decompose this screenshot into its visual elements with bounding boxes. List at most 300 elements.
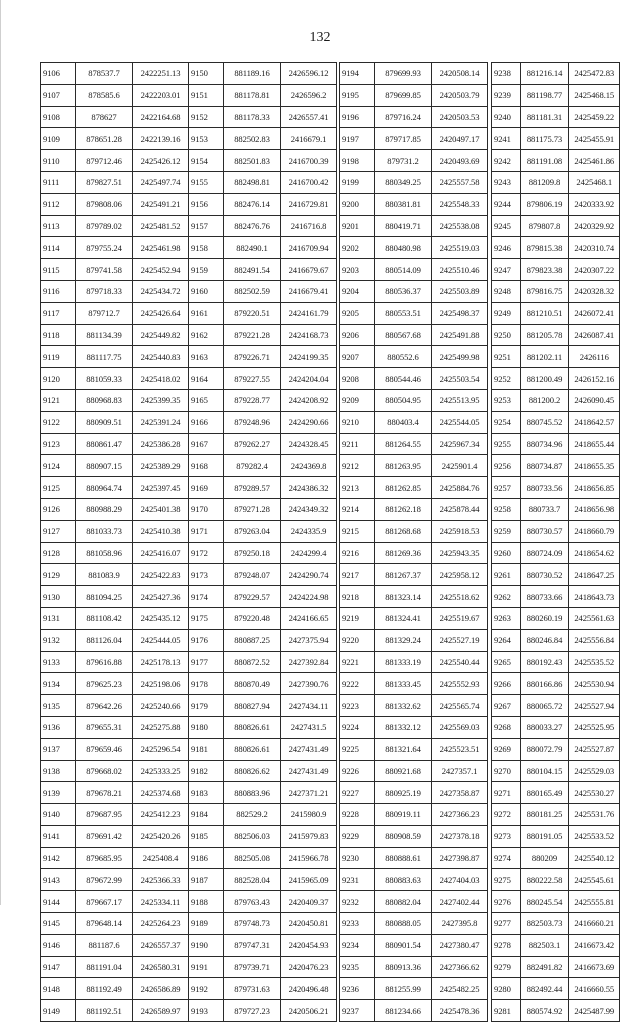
point-number-cell: 9202 <box>340 237 375 259</box>
y-coordinate-cell: 2425545.61 <box>569 869 620 891</box>
point-number-cell: 9207 <box>340 346 375 368</box>
y-coordinate-cell: 2425416.07 <box>133 542 189 564</box>
point-number-cell: 9194 <box>340 63 375 85</box>
x-coordinate-cell: 879827.51 <box>76 171 133 193</box>
y-coordinate-cell: 2425503.89 <box>432 280 488 302</box>
point-number-cell: 9243 <box>492 171 521 193</box>
x-coordinate-cell: 880166.86 <box>520 673 569 695</box>
y-coordinate-cell: 2425449.82 <box>133 324 189 346</box>
point-number-cell: 9260 <box>492 542 521 564</box>
table-row <box>189 913 337 935</box>
y-coordinate-cell: 2416716.8 <box>281 215 337 237</box>
y-coordinate-cell: 2418642.57 <box>569 411 620 433</box>
table-row <box>189 651 337 673</box>
table-row <box>492 150 620 172</box>
table-row <box>189 215 337 237</box>
point-number-cell: 9216 <box>340 542 375 564</box>
point-number-cell: 9203 <box>340 259 375 281</box>
y-coordinate-cell: 2427366.23 <box>432 804 488 826</box>
y-coordinate-cell: 2415979.83 <box>281 825 337 847</box>
x-coordinate-cell: 882476.14 <box>224 193 281 215</box>
table-row <box>41 825 189 847</box>
x-coordinate-cell: 879642.26 <box>76 695 133 717</box>
table-row <box>340 673 488 695</box>
x-coordinate-cell: 880921.68 <box>375 760 432 782</box>
x-coordinate-cell: 882529.2 <box>224 804 281 826</box>
table-row <box>41 716 189 738</box>
x-coordinate-cell: 881264.55 <box>375 433 432 455</box>
y-coordinate-cell: 2425426.64 <box>133 302 189 324</box>
table-row <box>492 673 620 695</box>
table-row <box>492 498 620 520</box>
point-number-cell: 9259 <box>492 520 521 542</box>
table-row <box>189 520 337 542</box>
y-coordinate-cell: 2425461.86 <box>569 150 620 172</box>
table-row <box>189 978 337 1000</box>
y-coordinate-cell: 2424161.79 <box>281 302 337 324</box>
table-row <box>340 193 488 215</box>
table-row <box>492 193 620 215</box>
table-row <box>189 84 337 106</box>
y-coordinate-cell: 2425491.88 <box>432 324 488 346</box>
y-coordinate-cell: 2424208.92 <box>281 389 337 411</box>
table-row <box>41 433 189 455</box>
x-coordinate-cell: 879691.42 <box>76 825 133 847</box>
point-number-cell: 9273 <box>492 825 521 847</box>
point-number-cell: 9191 <box>189 956 224 978</box>
point-number-cell: 9197 <box>340 128 375 150</box>
point-number-cell: 9245 <box>492 215 521 237</box>
point-number-cell: 9257 <box>492 477 521 499</box>
y-coordinate-cell: 2420329.92 <box>569 215 620 237</box>
x-coordinate-cell: 879806.19 <box>520 193 569 215</box>
y-coordinate-cell: 2420328.32 <box>569 280 620 302</box>
x-coordinate-cell: 881332.62 <box>375 695 432 717</box>
y-coordinate-cell: 2425535.52 <box>569 651 620 673</box>
x-coordinate-cell: 881202.11 <box>520 346 569 368</box>
table-row <box>41 259 189 281</box>
y-coordinate-cell: 2426596.12 <box>281 63 337 85</box>
table-row <box>340 302 488 324</box>
table-row <box>492 913 620 935</box>
table-row <box>492 695 620 717</box>
table-row <box>189 302 337 324</box>
point-number-cell: 9187 <box>189 869 224 891</box>
point-number-cell: 9142 <box>41 847 76 869</box>
point-number-cell: 9139 <box>41 782 76 804</box>
point-number-cell: 9196 <box>340 106 375 128</box>
y-coordinate-cell: 2424369.8 <box>281 455 337 477</box>
table-row <box>340 738 488 760</box>
x-coordinate-cell: 879289.57 <box>224 477 281 499</box>
x-coordinate-cell: 879748.73 <box>224 913 281 935</box>
point-number-cell: 9276 <box>492 891 521 913</box>
y-coordinate-cell: 2424328.45 <box>281 433 337 455</box>
x-coordinate-cell: 880887.25 <box>224 629 281 651</box>
y-coordinate-cell: 2422251.13 <box>133 63 189 85</box>
y-coordinate-cell: 2420506.21 <box>281 1000 337 1022</box>
x-coordinate-cell: 880222.58 <box>520 869 569 891</box>
point-number-cell: 9209 <box>340 389 375 411</box>
point-number-cell: 9235 <box>340 956 375 978</box>
x-coordinate-cell: 880480.98 <box>375 237 432 259</box>
y-coordinate-cell: 2425487.99 <box>569 1000 620 1022</box>
x-coordinate-cell: 881187.6 <box>76 934 133 956</box>
y-coordinate-cell: 2424290.74 <box>281 564 337 586</box>
x-coordinate-cell: 878627 <box>76 106 133 128</box>
table-row <box>492 237 620 259</box>
table-row <box>340 215 488 237</box>
y-coordinate-cell: 2425399.35 <box>133 389 189 411</box>
coordinate-table-4 <box>491 62 620 1022</box>
y-coordinate-cell: 2425499.98 <box>432 346 488 368</box>
table-row <box>340 934 488 956</box>
table-row <box>189 673 337 695</box>
y-coordinate-cell: 2427378.18 <box>432 825 488 847</box>
table-row <box>492 760 620 782</box>
x-coordinate-cell: 880919.11 <box>375 804 432 826</box>
table-row <box>189 542 337 564</box>
table-row <box>340 411 488 433</box>
table-row <box>189 498 337 520</box>
table-row <box>492 324 620 346</box>
y-coordinate-cell: 2425918.53 <box>432 520 488 542</box>
point-number-cell: 9173 <box>189 564 224 586</box>
y-coordinate-cell: 2426152.16 <box>569 368 620 390</box>
table-row <box>41 564 189 586</box>
point-number-cell: 9280 <box>492 978 521 1000</box>
table-row <box>41 128 189 150</box>
x-coordinate-cell: 882503.1 <box>520 934 569 956</box>
y-coordinate-cell: 2420503.53 <box>432 106 488 128</box>
table-row <box>492 280 620 302</box>
point-number-cell: 9222 <box>340 673 375 695</box>
y-coordinate-cell: 2418655.44 <box>569 433 620 455</box>
y-coordinate-cell: 2415966.78 <box>281 847 337 869</box>
table-row <box>41 215 189 237</box>
point-number-cell: 9258 <box>492 498 521 520</box>
table-row <box>340 586 488 608</box>
table-row <box>41 455 189 477</box>
table-row <box>340 368 488 390</box>
x-coordinate-cell: 881108.42 <box>76 607 133 629</box>
coordinate-table-2 <box>188 62 337 1022</box>
point-number-cell: 9134 <box>41 673 76 695</box>
point-number-cell: 9220 <box>340 629 375 651</box>
x-coordinate-cell: 881255.99 <box>375 978 432 1000</box>
y-coordinate-cell: 2425529.03 <box>569 760 620 782</box>
table-row <box>340 171 488 193</box>
table-row <box>340 106 488 128</box>
table-row <box>492 564 620 586</box>
table-row <box>340 869 488 891</box>
x-coordinate-cell: 881189.16 <box>224 63 281 85</box>
point-number-cell: 9141 <box>41 825 76 847</box>
point-number-cell: 9274 <box>492 847 521 869</box>
x-coordinate-cell: 880870.49 <box>224 673 281 695</box>
point-number-cell: 9109 <box>41 128 76 150</box>
table-row <box>340 978 488 1000</box>
x-coordinate-cell: 879282.4 <box>224 455 281 477</box>
y-coordinate-cell: 2425958.12 <box>432 564 488 586</box>
point-number-cell: 9118 <box>41 324 76 346</box>
y-coordinate-cell: 2425420.26 <box>133 825 189 847</box>
point-number-cell: 9144 <box>41 891 76 913</box>
x-coordinate-cell: 880733.7 <box>520 498 569 520</box>
x-coordinate-cell: 879747.31 <box>224 934 281 956</box>
x-coordinate-cell: 879731.63 <box>224 978 281 1000</box>
point-number-cell: 9145 <box>41 913 76 935</box>
table-row <box>492 63 620 85</box>
x-coordinate-cell: 879815.38 <box>520 237 569 259</box>
x-coordinate-cell: 879731.2 <box>375 150 432 172</box>
point-number-cell: 9225 <box>340 738 375 760</box>
table-row <box>41 106 189 128</box>
point-number-cell: 9211 <box>340 433 375 455</box>
table-row <box>189 607 337 629</box>
point-number-cell: 9143 <box>41 869 76 891</box>
y-coordinate-cell: 2425418.02 <box>133 368 189 390</box>
y-coordinate-cell: 2425455.91 <box>569 128 620 150</box>
table-row <box>41 695 189 717</box>
point-number-cell: 9223 <box>340 695 375 717</box>
x-coordinate-cell: 882528.04 <box>224 869 281 891</box>
coordinate-table-1 <box>40 62 189 1022</box>
y-coordinate-cell: 2425374.68 <box>133 782 189 804</box>
y-coordinate-cell: 2425519.67 <box>432 607 488 629</box>
y-coordinate-cell: 2425468.15 <box>569 84 620 106</box>
point-number-cell: 9206 <box>340 324 375 346</box>
point-number-cell: 9179 <box>189 695 224 717</box>
table-row <box>189 455 337 477</box>
point-number-cell: 9239 <box>492 84 521 106</box>
x-coordinate-cell: 882502.83 <box>224 128 281 150</box>
x-coordinate-cell: 879716.24 <box>375 106 432 128</box>
table-row <box>340 542 488 564</box>
point-number-cell: 9164 <box>189 368 224 390</box>
table-row <box>340 607 488 629</box>
table-row <box>492 520 620 542</box>
y-coordinate-cell: 2425548.33 <box>432 193 488 215</box>
y-coordinate-cell: 2425530.94 <box>569 673 620 695</box>
point-number-cell: 9221 <box>340 651 375 673</box>
point-number-cell: 9279 <box>492 956 521 978</box>
x-coordinate-cell: 879668.02 <box>76 760 133 782</box>
table-row <box>189 171 337 193</box>
table-row <box>41 171 189 193</box>
y-coordinate-cell: 2425510.46 <box>432 259 488 281</box>
point-number-cell: 9169 <box>189 477 224 499</box>
y-coordinate-cell: 2426116 <box>569 346 620 368</box>
point-number-cell: 9182 <box>189 760 224 782</box>
x-coordinate-cell: 880349.25 <box>375 171 432 193</box>
table-row <box>189 411 337 433</box>
table-row <box>340 128 488 150</box>
y-coordinate-cell: 2426090.45 <box>569 389 620 411</box>
x-coordinate-cell: 881083.9 <box>76 564 133 586</box>
table-row <box>41 477 189 499</box>
point-number-cell: 9215 <box>340 520 375 542</box>
x-coordinate-cell: 878537.7 <box>76 63 133 85</box>
point-number-cell: 9150 <box>189 63 224 85</box>
table-row <box>41 738 189 760</box>
x-coordinate-cell: 882506.03 <box>224 825 281 847</box>
point-number-cell: 9254 <box>492 411 521 433</box>
x-coordinate-cell: 881058.96 <box>76 542 133 564</box>
table-row <box>189 324 337 346</box>
point-number-cell: 9185 <box>189 825 224 847</box>
y-coordinate-cell: 2425412.23 <box>133 804 189 826</box>
table-row <box>189 346 337 368</box>
point-number-cell: 9263 <box>492 607 521 629</box>
table-row <box>189 891 337 913</box>
coordinate-tables <box>40 62 620 1016</box>
table-row <box>189 193 337 215</box>
x-coordinate-cell: 881267.37 <box>375 564 432 586</box>
y-coordinate-cell: 2416709.94 <box>281 237 337 259</box>
point-number-cell: 9183 <box>189 782 224 804</box>
x-coordinate-cell: 880504.95 <box>375 389 432 411</box>
x-coordinate-cell: 881333.45 <box>375 673 432 695</box>
point-number-cell: 9178 <box>189 673 224 695</box>
x-coordinate-cell: 881263.95 <box>375 455 432 477</box>
table-row <box>41 891 189 913</box>
table-row <box>492 825 620 847</box>
x-coordinate-cell: 881216.14 <box>520 63 569 85</box>
y-coordinate-cell: 2416660.55 <box>569 978 620 1000</box>
table-row <box>41 368 189 390</box>
x-coordinate-cell: 882503.73 <box>520 913 569 935</box>
table-row <box>340 695 488 717</box>
x-coordinate-cell: 880724.09 <box>520 542 569 564</box>
table-row <box>492 716 620 738</box>
table-row <box>492 629 620 651</box>
table-row <box>492 171 620 193</box>
table-row <box>492 651 620 673</box>
table-row <box>492 84 620 106</box>
y-coordinate-cell: 2425555.81 <box>569 891 620 913</box>
point-number-cell: 9119 <box>41 346 76 368</box>
y-coordinate-cell: 2425901.4 <box>432 455 488 477</box>
table-row <box>340 346 488 368</box>
x-coordinate-cell: 881210.51 <box>520 302 569 324</box>
y-coordinate-cell: 2416700.39 <box>281 150 337 172</box>
point-number-cell: 9177 <box>189 651 224 673</box>
x-coordinate-cell: 880165.49 <box>520 782 569 804</box>
table-row <box>41 782 189 804</box>
point-number-cell: 9210 <box>340 411 375 433</box>
point-number-cell: 9162 <box>189 324 224 346</box>
table-row <box>340 477 488 499</box>
table-row <box>340 237 488 259</box>
table-row <box>41 956 189 978</box>
x-coordinate-cell: 880552.6 <box>375 346 432 368</box>
point-number-cell: 9163 <box>189 346 224 368</box>
table-row <box>492 956 620 978</box>
x-coordinate-cell: 879685.95 <box>76 847 133 869</box>
x-coordinate-cell: 879227.55 <box>224 368 281 390</box>
y-coordinate-cell: 2424386.32 <box>281 477 337 499</box>
y-coordinate-cell: 2425334.11 <box>133 891 189 913</box>
x-coordinate-cell: 880536.37 <box>375 280 432 302</box>
table-row <box>340 825 488 847</box>
y-coordinate-cell: 2425519.03 <box>432 237 488 259</box>
point-number-cell: 9140 <box>41 804 76 826</box>
table-row <box>41 913 189 935</box>
point-number-cell: 9167 <box>189 433 224 455</box>
x-coordinate-cell: 882505.08 <box>224 847 281 869</box>
point-number-cell: 9115 <box>41 259 76 281</box>
table-row <box>41 651 189 673</box>
point-number-cell: 9176 <box>189 629 224 651</box>
y-coordinate-cell: 2425410.38 <box>133 520 189 542</box>
y-coordinate-cell: 2426580.31 <box>133 956 189 978</box>
table-row <box>41 804 189 826</box>
y-coordinate-cell: 2425561.63 <box>569 607 620 629</box>
point-number-cell: 9153 <box>189 128 224 150</box>
table-row <box>189 869 337 891</box>
y-coordinate-cell: 2425435.12 <box>133 607 189 629</box>
y-coordinate-cell: 2416700.42 <box>281 171 337 193</box>
y-coordinate-cell: 2425527.19 <box>432 629 488 651</box>
y-coordinate-cell: 2425523.51 <box>432 738 488 760</box>
point-number-cell: 9236 <box>340 978 375 1000</box>
x-coordinate-cell: 880826.61 <box>224 738 281 760</box>
y-coordinate-cell: 2425481.52 <box>133 215 189 237</box>
point-number-cell: 9136 <box>41 716 76 738</box>
y-coordinate-cell: 2425497.74 <box>133 171 189 193</box>
point-number-cell: 9123 <box>41 433 76 455</box>
y-coordinate-cell: 2424335.9 <box>281 520 337 542</box>
table-row <box>492 607 620 629</box>
x-coordinate-cell: 882498.81 <box>224 171 281 193</box>
x-coordinate-cell: 880730.52 <box>520 564 569 586</box>
x-coordinate-cell: 881269.36 <box>375 542 432 564</box>
x-coordinate-cell: 882490.1 <box>224 237 281 259</box>
point-number-cell: 9247 <box>492 259 521 281</box>
x-coordinate-cell: 880909.51 <box>76 411 133 433</box>
y-coordinate-cell: 2425498.37 <box>432 302 488 324</box>
point-number-cell: 9188 <box>189 891 224 913</box>
point-number-cell: 9122 <box>41 411 76 433</box>
point-number-cell: 9229 <box>340 825 375 847</box>
table-row <box>340 847 488 869</box>
x-coordinate-cell: 879271.28 <box>224 498 281 520</box>
coordinate-table-3 <box>339 62 488 1022</box>
table-row <box>189 956 337 978</box>
table-row <box>340 498 488 520</box>
table-row <box>492 934 620 956</box>
y-coordinate-cell: 2425884.76 <box>432 477 488 499</box>
x-coordinate-cell: 880872.52 <box>224 651 281 673</box>
table-row <box>492 389 620 411</box>
y-coordinate-cell: 2427431.49 <box>281 760 337 782</box>
y-coordinate-cell: 2425557.58 <box>432 171 488 193</box>
x-coordinate-cell: 880968.83 <box>76 389 133 411</box>
x-coordinate-cell: 880567.68 <box>375 324 432 346</box>
y-coordinate-cell: 2425440.83 <box>133 346 189 368</box>
point-number-cell: 9262 <box>492 586 521 608</box>
y-coordinate-cell: 2425452.94 <box>133 259 189 281</box>
x-coordinate-cell: 880907.15 <box>76 455 133 477</box>
x-coordinate-cell: 879755.24 <box>76 237 133 259</box>
table-row <box>340 150 488 172</box>
x-coordinate-cell: 879616.88 <box>76 651 133 673</box>
point-number-cell: 9226 <box>340 760 375 782</box>
point-number-cell: 9266 <box>492 673 521 695</box>
y-coordinate-cell: 2418647.25 <box>569 564 620 586</box>
x-coordinate-cell: 879727.23 <box>224 1000 281 1022</box>
